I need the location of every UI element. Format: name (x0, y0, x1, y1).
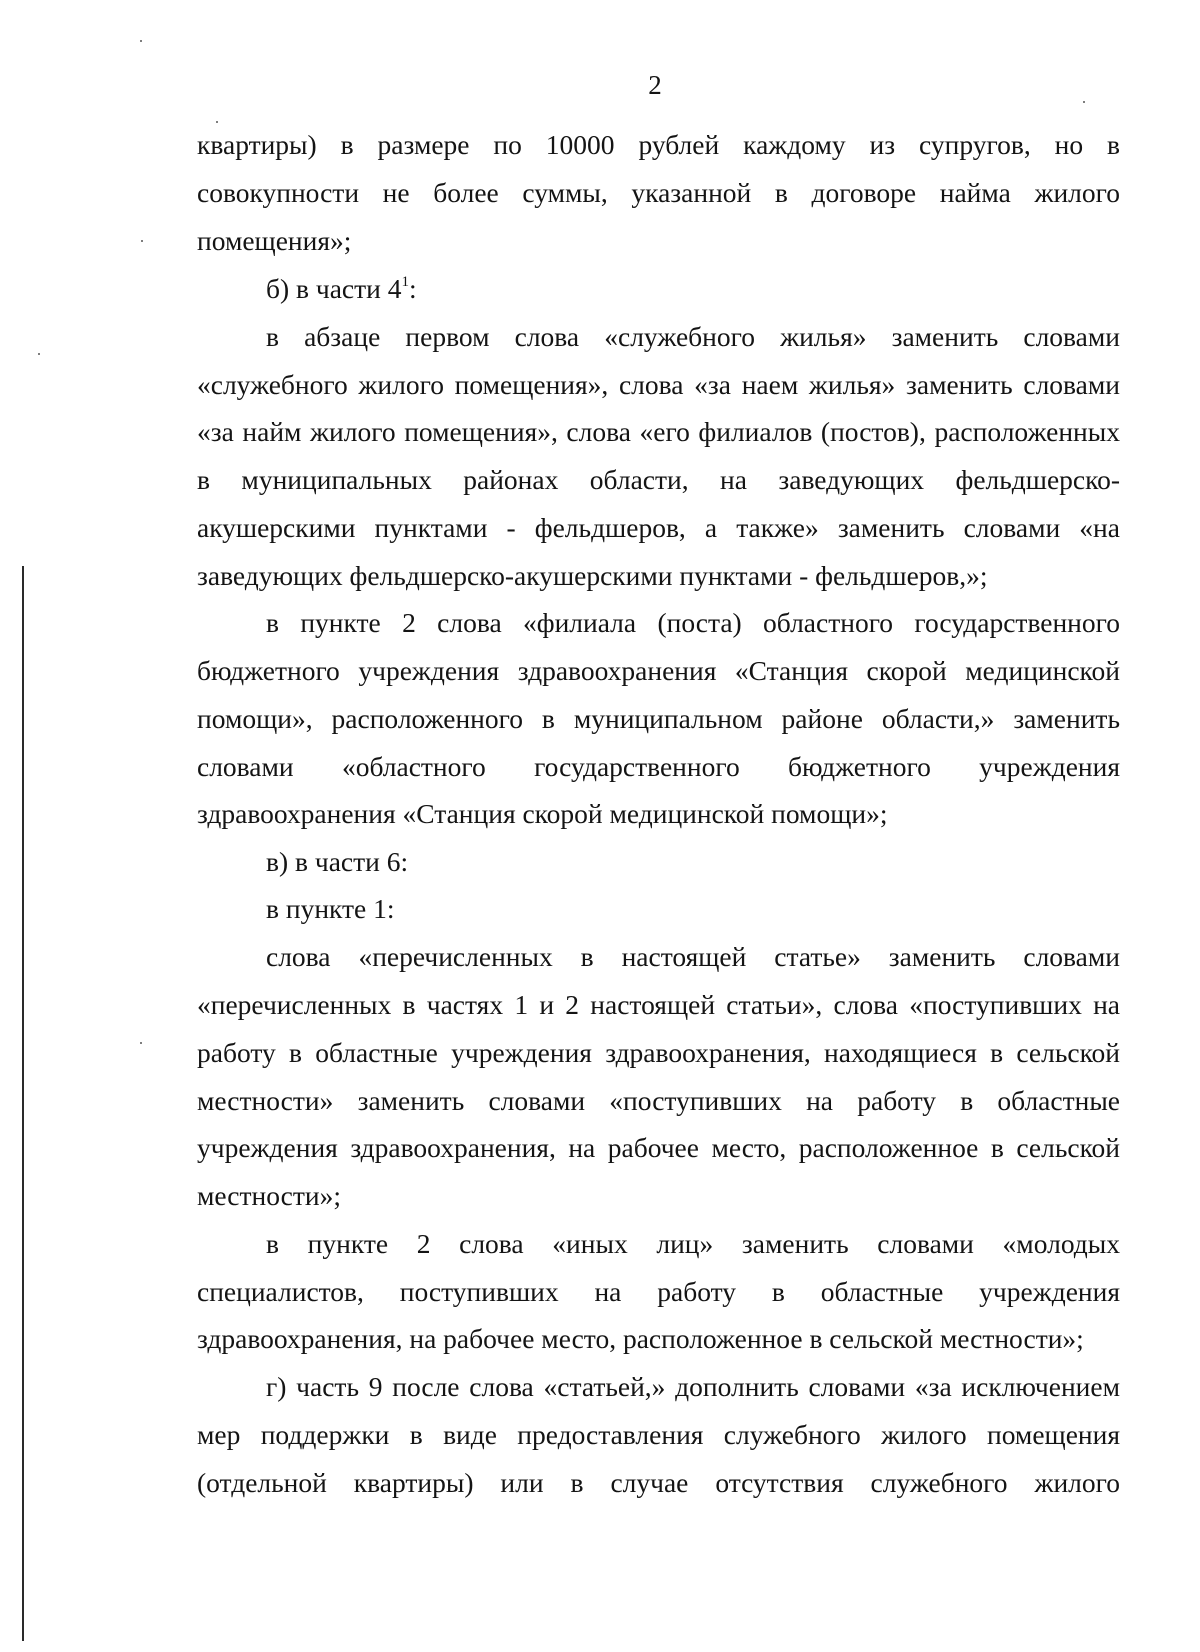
text-span: : (409, 273, 417, 304)
text-line: словами «областного государственного бюджетного учреждения (197, 751, 1120, 782)
page-number: 2 (648, 70, 662, 100)
text-line: в муниципальных районах области, на заведующих фельдшерско- (197, 464, 1120, 495)
text-line: г) часть 9 после слова «статьей,» дополнить словами «за исключением (266, 1371, 1120, 1402)
text-line: местности»; (197, 1180, 341, 1211)
text-line: здравоохранения «Станция скорой медицинской помощи»; (197, 798, 888, 829)
text-line: здравоохранения, на рабочее место, расположенное в сельской местности»; (197, 1323, 1084, 1354)
scan-speck (140, 40, 142, 42)
text-line: специалистов, поступивших на работу в областные учреждения (197, 1276, 1120, 1307)
scan-speck (38, 353, 40, 355)
text-line: в) в части 6: (266, 846, 409, 877)
text-line: «за найм жилого помещения», слова «его филиалов (постов), расположенных (197, 416, 1120, 447)
text-line: помещения»; (197, 225, 352, 256)
text-line: «служебного жилого помещения», слова «за наем жилья» заменить словами (197, 369, 1120, 400)
text-line: слова «перечисленных в настоящей статье» заменить словами (266, 941, 1120, 972)
text-line: местности» заменить словами «поступивших на работу в областные (197, 1085, 1120, 1116)
text-line: совокупности не более суммы, указанной в договоре найма жилого (197, 177, 1120, 208)
scan-speck (1083, 101, 1085, 103)
text-line: (отдельной квартиры) или в случае отсутствия служебного жилого (197, 1467, 1120, 1498)
text-line: в пункте 2 слова «филиала (поста) областного государственного (266, 607, 1120, 638)
text-line: акушерскими пунктами - фельдшеров, а также» заменить словами «на (197, 512, 1120, 543)
text-line: «перечисленных в частях 1 и 2 настоящей статьи», слова «поступивших на (197, 989, 1120, 1020)
text-line: учреждения здравоохранения, на рабочее место, расположенное в сельской (197, 1132, 1120, 1163)
superscript: 1 (401, 273, 409, 290)
text-span: б) в части 4 (266, 273, 402, 304)
text-line: в пункте 1: (266, 893, 395, 924)
text-line: мер поддержки в виде предоставления служебного жилого помещения (197, 1419, 1120, 1450)
text-line: бюджетного учреждения здравоохранения «Станция скорой медицинской (197, 655, 1120, 686)
scan-speck (140, 1042, 142, 1044)
scan-speck (141, 240, 143, 242)
text-line: работу в областные учреждения здравоохранения, находящиеся в сельской (197, 1037, 1120, 1068)
text-line: в абзаце первом слова «служебного жилья» заменить словами (266, 321, 1120, 352)
scan-speck (216, 121, 218, 123)
text-line: заведующих фельдшерско-акушерскими пунктами - фельдшеров,»; (197, 560, 988, 591)
text-line: помощи», расположенного в муниципальном районе области,» заменить (197, 703, 1120, 734)
text-line (266, 271, 417, 307)
text-line: в пункте 2 слова «иных лиц» заменить словами «молодых (266, 1228, 1120, 1259)
text-line: квартиры) в размере по 10000 рублей каждому из супругов, но в (197, 129, 1120, 160)
scan-edge-line (22, 566, 24, 1641)
